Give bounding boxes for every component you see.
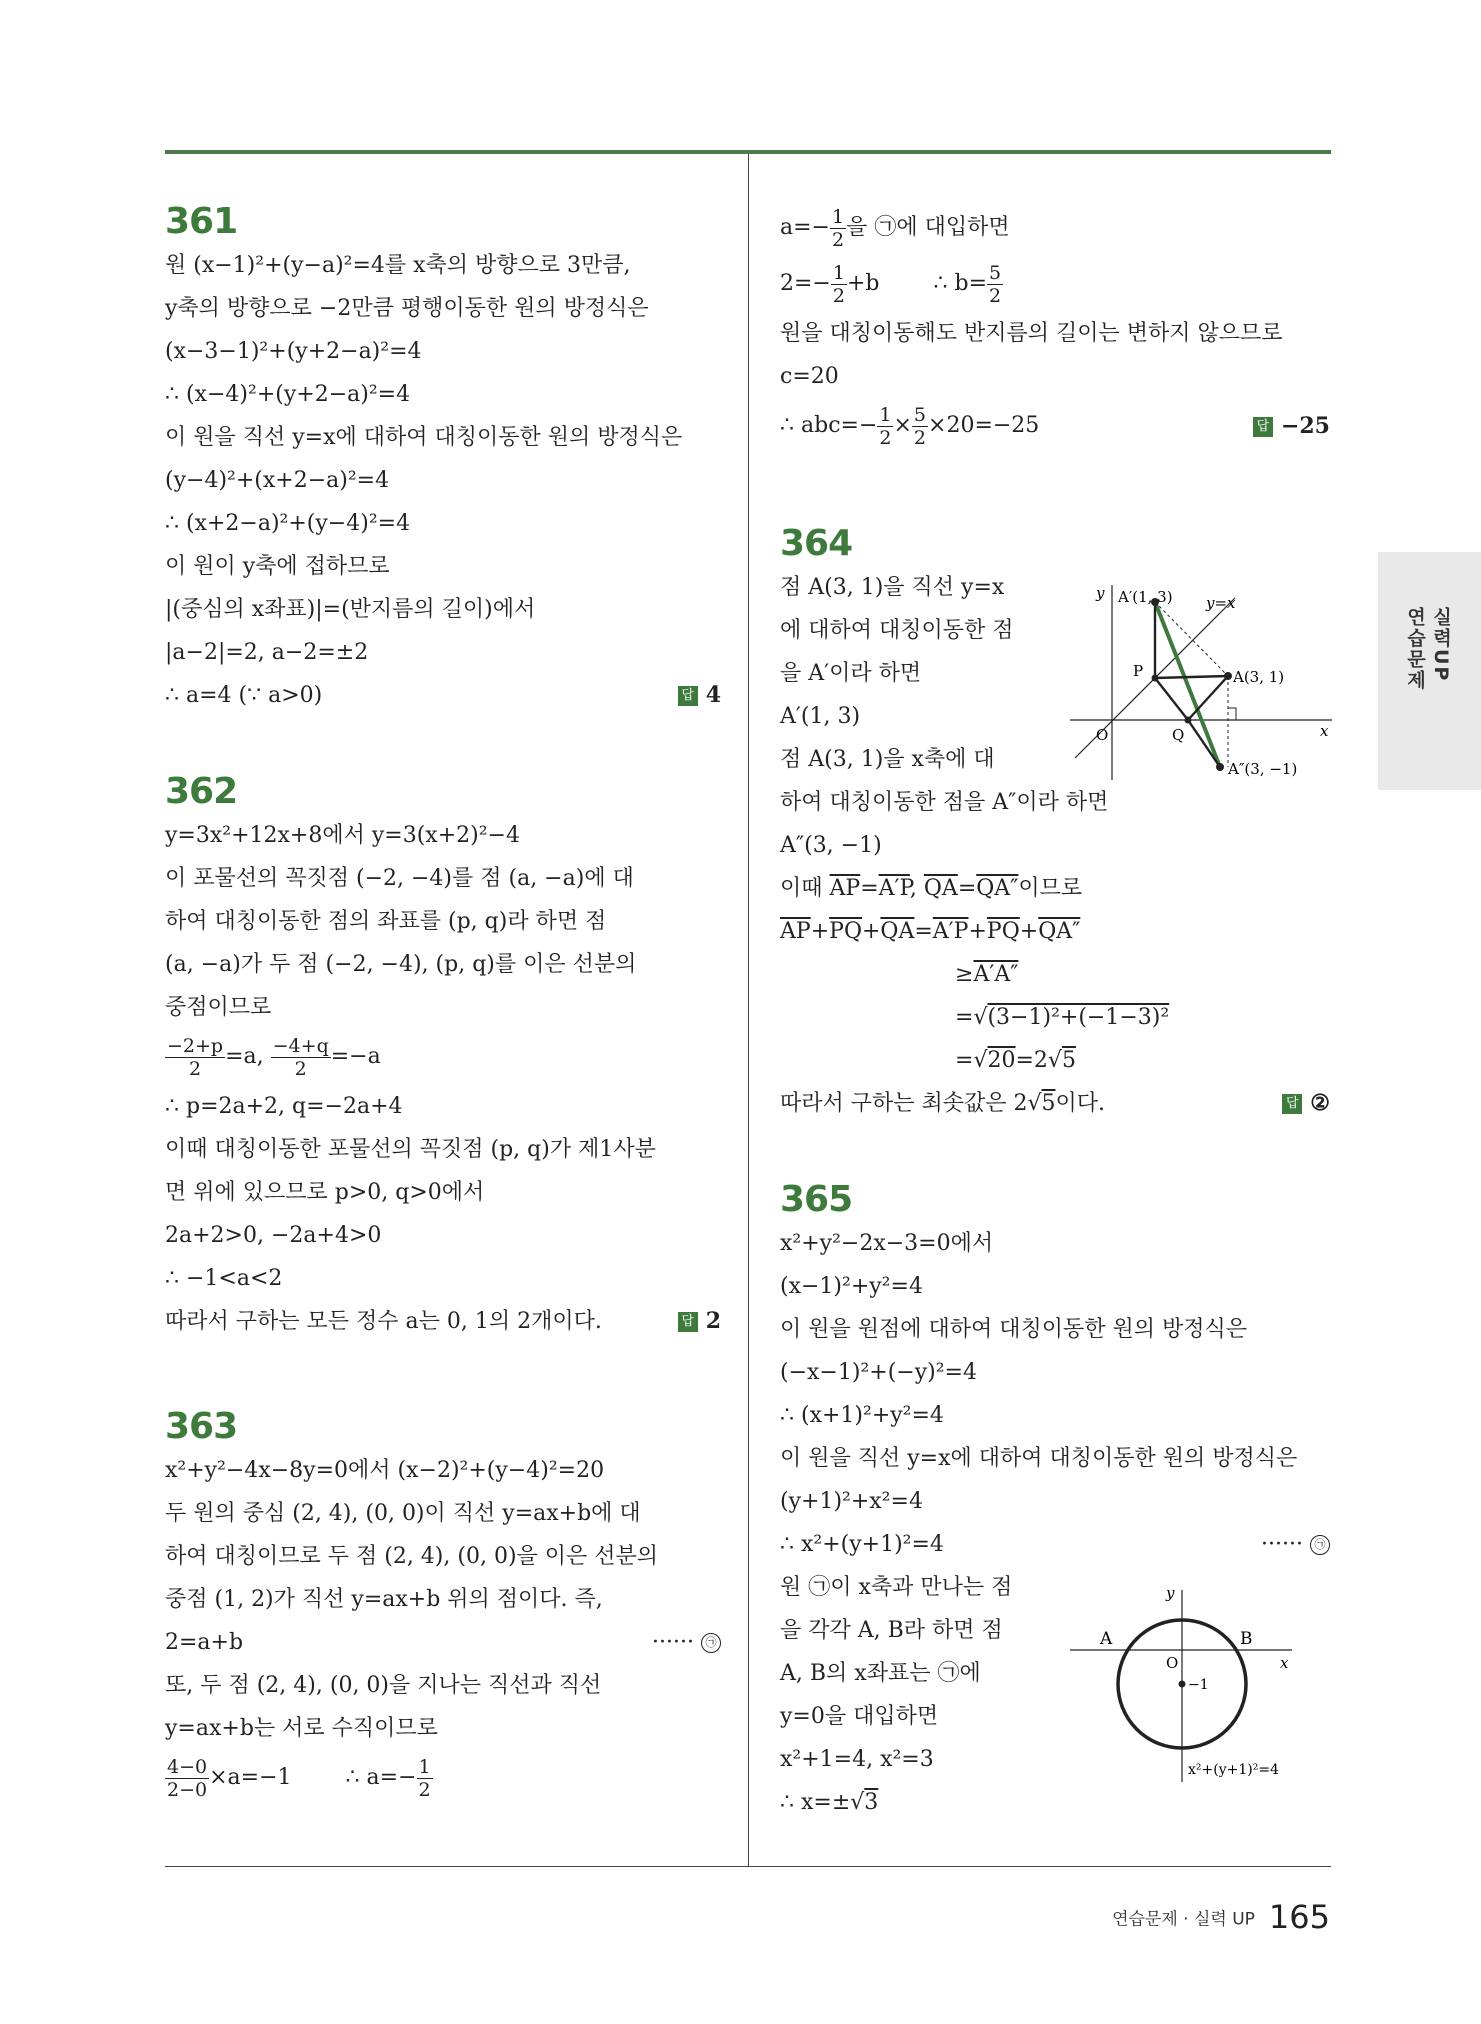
answer-mark: 답 xyxy=(1282,1094,1302,1114)
solution-line: 하여 대칭이동한 점을 A″이라 하면 xyxy=(780,790,1109,815)
operator: × xyxy=(893,413,912,438)
answer-value: ② xyxy=(1310,1090,1330,1116)
tag-mark: ㉠ xyxy=(1310,1535,1330,1555)
answer-mark: 답 xyxy=(678,1312,698,1332)
page-number: 165 xyxy=(1268,1898,1330,1936)
solution-line: 원을 대칭이동해도 반지름의 길이는 변하지 않으므로 xyxy=(780,321,1283,346)
segment: $\overline{QA}$ xyxy=(923,876,958,901)
dashed-a1-a xyxy=(1155,602,1228,676)
radicand: 5 xyxy=(1041,1091,1056,1116)
solution-text: 을 ㉠에 대입하면 xyxy=(846,215,1010,240)
answer xyxy=(678,1300,721,1343)
solution-line: |(중심의 x좌표)|=(반지름의 길이)에서 xyxy=(165,597,536,622)
solution-line: y=0을 대입하면 xyxy=(780,1704,939,1729)
operator: ≥ xyxy=(955,962,974,987)
operator: + xyxy=(861,919,881,944)
solution-line: 이 원을 직선 y=x에 대하여 대칭이동한 원의 방정식은 xyxy=(780,1446,1298,1471)
fraction-line xyxy=(165,1750,721,1806)
segment: A′A″ xyxy=(973,962,1019,987)
operator: , xyxy=(909,876,924,901)
answer-mark: 답 xyxy=(678,686,698,706)
solution-line xyxy=(780,1523,1330,1566)
point-a2 xyxy=(1216,763,1224,771)
equation-rhs: =2 xyxy=(1015,1048,1048,1073)
solution-line: 이 원을 원점에 대하여 대칭이동한 원의 방정식은 xyxy=(780,1317,1248,1342)
point-p xyxy=(1152,675,1159,682)
page-footer xyxy=(1080,1898,1330,1936)
problem-number: 361 xyxy=(165,201,238,242)
fraction-line xyxy=(165,1029,721,1085)
answer-value: −25 xyxy=(1280,413,1330,439)
solution-line: y축의 방향으로 −2만큼 평행이동한 원의 방정식은 xyxy=(165,296,649,321)
solution-line: ∴ −1<a<2 xyxy=(165,1266,283,1291)
operator: = xyxy=(860,876,879,901)
solution-text: 따라서 구하는 모든 정수 a는 0, 1의 2개이다. xyxy=(165,1309,602,1334)
solution-line: y=3x²+12x+8에서 y=3(x+2)²−4 xyxy=(165,823,520,848)
solution-line xyxy=(165,1621,721,1664)
problem-362 xyxy=(165,770,721,1343)
radicand: 5 xyxy=(1061,1048,1076,1073)
operator: + xyxy=(968,919,987,944)
solution-line xyxy=(780,867,1330,910)
segment: $\overline{AP}$ xyxy=(829,876,861,901)
solution-line xyxy=(165,674,721,717)
sqrt-sign: √ xyxy=(1027,1091,1042,1116)
solution-line xyxy=(780,996,1330,1039)
solution-line: A′(1, 3) xyxy=(780,704,861,729)
solution-line xyxy=(165,1300,721,1343)
numerator: 1 xyxy=(831,205,845,228)
figure-label-o: O xyxy=(1166,1654,1179,1672)
solution-line: 점 A(3, 1)을 x축에 대 xyxy=(780,747,995,772)
solution-line: x²+1=4, x²=3 xyxy=(780,1747,934,1772)
radicand: 20 xyxy=(987,1048,1016,1073)
text: 이때 xyxy=(780,876,830,901)
tag-mark: ㉠ xyxy=(701,1633,721,1653)
denominator: 2 xyxy=(832,284,845,307)
fraction xyxy=(830,206,846,251)
segment: A′P xyxy=(932,919,969,944)
solution-line: 을 A′이라 하면 xyxy=(780,661,922,686)
segment: QA″ xyxy=(976,876,1019,901)
sqrt-sign: √ xyxy=(850,1790,865,1815)
problem-number: 362 xyxy=(165,771,238,812)
footer-section-title: 연습문제 · 실력 UP xyxy=(1112,1909,1255,1930)
problem-number: 364 xyxy=(780,523,853,564)
sqrt-sign: √ xyxy=(973,1048,988,1073)
equation-rhs: +b xyxy=(846,271,880,296)
answer-mark: 답 xyxy=(1253,417,1273,437)
segment: $\overline{PQ}$ xyxy=(829,919,862,944)
tag-dots: ······ xyxy=(652,1630,694,1655)
solution-text: ∴ x²+(y+1)²=4 xyxy=(780,1532,944,1557)
fraction xyxy=(877,404,893,449)
solution-line: (y+1)²+x²=4 xyxy=(780,1489,923,1514)
solution-line: |a−2|=2, a−2=±2 xyxy=(165,640,369,665)
segment: $\overline{QA}$ xyxy=(880,919,915,944)
solution-line xyxy=(780,953,1330,996)
figure-label-o: O xyxy=(1096,726,1109,744)
solution-line: 중점 (1, 2)가 직선 y=ax+b 위의 점이다. 즉, xyxy=(165,1587,603,1612)
solution-line: 이 포물선의 꼭짓점 (−2, −4)를 점 (a, −a)에 대 xyxy=(165,866,634,891)
equation-rhs: ×a=−1 xyxy=(209,1765,292,1790)
solution-line: 중점이므로 xyxy=(165,995,272,1020)
solution-line: 2a+2>0, −2a+4>0 xyxy=(165,1223,382,1248)
equation-rhs: ×20=−25 xyxy=(928,413,1040,438)
fraction-line xyxy=(780,256,1330,312)
sqrt-sign: √ xyxy=(1047,1048,1062,1073)
radicand: 3 xyxy=(864,1790,879,1815)
figure-label-y: y xyxy=(1096,584,1105,602)
denominator: 2 xyxy=(189,1057,202,1080)
denominator: 2−0 xyxy=(167,1778,208,1801)
equation-tag xyxy=(1261,1523,1330,1566)
equation-rhs: =a, xyxy=(225,1044,264,1069)
numerator: −4+q xyxy=(272,1034,329,1057)
solution-line: x²+y²−2x−3=0에서 xyxy=(780,1231,994,1256)
solution-line: y=ax+b는 서로 수직이므로 xyxy=(165,1716,438,1741)
fraction xyxy=(987,262,1003,307)
fraction xyxy=(417,1756,433,1801)
solution-line: A″(3, −1) xyxy=(780,833,882,858)
solution-line: (−x−1)²+(−y)²=4 xyxy=(780,1360,977,1385)
solution-line: 하여 대칭이므로 두 점 (2, 4), (0, 0)을 이은 선분의 xyxy=(165,1544,659,1569)
solution-line: A, B의 x좌표는 ㉠에 xyxy=(780,1661,981,1686)
operator: = xyxy=(914,919,933,944)
problem-365 xyxy=(780,1178,1330,1824)
solution-line: 원 (x−1)²+(y−a)²=4를 x축의 방향으로 3만큼, xyxy=(165,253,631,278)
segment: A′P xyxy=(878,876,910,901)
segment: $\overline{PQ}$ xyxy=(986,919,1020,944)
numerator: 1 xyxy=(418,1755,431,1778)
solution-line: ∴ p=2a+2, q=−2a+4 xyxy=(165,1094,403,1119)
equation-lhs: ∴ abc=− xyxy=(780,413,878,438)
problem-361 xyxy=(165,200,721,717)
solution-line xyxy=(780,1082,1330,1125)
operator: + xyxy=(1019,919,1039,944)
figure-label-line: y=x xyxy=(1206,594,1236,612)
sqrt-sign: √ xyxy=(973,1005,988,1030)
solution-line: c=20 xyxy=(780,364,839,389)
problem-number: 365 xyxy=(780,1179,853,1220)
solution-text: 2=a+b xyxy=(165,1630,244,1655)
operator: + xyxy=(810,919,830,944)
numerator: 4−0 xyxy=(167,1755,208,1778)
denominator: 2 xyxy=(879,426,892,449)
problem-number: 363 xyxy=(165,1406,238,1447)
figure-label-a: A xyxy=(1100,1629,1113,1649)
denominator: 2 xyxy=(913,426,927,449)
numerator: 1 xyxy=(879,403,892,426)
solution-line: 이 원이 y축에 접하므로 xyxy=(165,554,390,579)
segment-p-q xyxy=(1155,678,1188,720)
answer-value: 2 xyxy=(705,1308,721,1334)
figure-label-a1: A′(1, 3) xyxy=(1118,588,1173,606)
segment-a1-a2 xyxy=(1155,602,1220,767)
equation-lhs: ∴ a=− xyxy=(345,1765,417,1790)
fraction xyxy=(831,262,847,307)
operator: = xyxy=(955,1048,974,1073)
segment-p-a xyxy=(1155,676,1228,678)
solution-line: ∴ (x+1)²+y²=4 xyxy=(780,1403,944,1428)
solution-line xyxy=(780,910,1330,953)
side-tab-line1: 연습문제 xyxy=(1404,607,1426,691)
text: 이므로 xyxy=(1018,876,1083,901)
answer xyxy=(1282,1082,1330,1125)
answer-value: 4 xyxy=(705,682,721,708)
solution-text: ∴ x=± xyxy=(780,1790,851,1815)
section-side-tab xyxy=(1378,552,1481,790)
tag-dots: ······ xyxy=(1261,1532,1303,1557)
figure-label-x: x xyxy=(1320,722,1329,740)
answer xyxy=(678,674,721,717)
side-tab-line2: 실력UP xyxy=(1430,607,1452,683)
denominator: 2 xyxy=(294,1057,307,1080)
solution-line: 원 ㉠이 x축과 만나는 점 xyxy=(780,1575,1013,1600)
solution-line: (y−4)²+(x+2−a)²=4 xyxy=(165,468,390,493)
fraction xyxy=(912,404,928,449)
numerator: 5 xyxy=(913,403,927,426)
problem-363-continued xyxy=(780,200,1330,454)
solution-line: ∴ (x−4)²+(y+2−a)²=4 xyxy=(165,382,411,407)
fraction-line xyxy=(780,200,1330,256)
figure-label-a2: A″(3, −1) xyxy=(1228,760,1298,778)
solution-line: 또, 두 점 (2, 4), (0, 0)을 지나는 직선과 직선 xyxy=(165,1673,602,1698)
circle-center xyxy=(1179,1681,1186,1688)
problem-363 xyxy=(165,1405,721,1806)
figure-label-minus1: −1 xyxy=(1188,1677,1209,1693)
reflection-figure xyxy=(1070,580,1340,790)
circle-figure xyxy=(1070,1582,1332,1792)
numerator: −2+p xyxy=(167,1034,224,1057)
fraction xyxy=(271,1035,331,1080)
solution-line: (x−1)²+y²=4 xyxy=(780,1274,923,1299)
operator: = xyxy=(957,876,977,901)
bottom-rule xyxy=(165,1866,1331,1867)
solution-line: (x−3−1)²+(y+2−a)²=4 xyxy=(165,339,422,364)
solution-text: 이다. xyxy=(1055,1091,1106,1116)
equation-lhs: ∴ b= xyxy=(933,271,988,296)
segment: $\overline{AP}$ xyxy=(780,919,811,944)
solution-line xyxy=(780,1039,1330,1082)
segment: QA″ xyxy=(1038,919,1081,944)
figure-label-equation: x²+(y+1)²=4 xyxy=(1188,1762,1279,1778)
figure-label-x: x xyxy=(1280,1654,1289,1672)
figure-label-b: B xyxy=(1240,1629,1253,1649)
figure-label-p: P xyxy=(1133,662,1144,680)
solution-line: 하여 대칭이동한 점의 좌표를 (p, q)라 하면 점 xyxy=(165,909,607,934)
equation-tag xyxy=(652,1621,721,1664)
solution-line: 이때 대칭이동한 포물선의 꼭짓점 (p, q)가 제1사분 xyxy=(165,1137,656,1162)
column-divider xyxy=(748,154,749,1867)
figure-label-y: y xyxy=(1166,1584,1175,1602)
solution-line: (a, −a)가 두 점 (−2, −4), (p, q)를 이은 선분의 xyxy=(165,952,637,977)
solution-line: x²+y²−4x−8y=0에서 (x−2)²+(y−4)²=20 xyxy=(165,1458,605,1483)
solution-line: 면 위에 있으므로 p>0, q>0에서 xyxy=(165,1180,485,1205)
solution-line: 을 각각 A, B라 하면 점 xyxy=(780,1618,1003,1643)
equation-lhs: a=− xyxy=(780,215,830,240)
answer xyxy=(1253,398,1330,454)
solution-line: ∴ (x+2−a)²+(y−4)²=4 xyxy=(165,511,411,536)
figure-label-a: A(3, 1) xyxy=(1233,668,1285,686)
radicand: (3−1)²+(−1−3)² xyxy=(987,1005,1170,1030)
figure-label-q: Q xyxy=(1172,726,1185,744)
numerator: 5 xyxy=(989,261,1002,284)
solution-line: 두 원의 중심 (2, 4), (0, 0)이 직선 y=ax+b에 대 xyxy=(165,1501,641,1526)
problem-364 xyxy=(780,522,1330,1125)
equation-rhs: =−a xyxy=(330,1044,381,1069)
operator: = xyxy=(955,1005,974,1030)
fraction-line xyxy=(780,398,1330,454)
solution-line: 에 대하여 대칭이동한 점 xyxy=(780,618,1014,643)
denominator: 2 xyxy=(831,228,845,251)
solution-line: 이 원을 직선 y=x에 대하여 대칭이동한 원의 방정식은 xyxy=(165,425,683,450)
denominator: 2 xyxy=(989,284,1002,307)
equation-lhs: 2=− xyxy=(780,271,831,296)
solution-text: 따라서 구하는 최솟값은 2 xyxy=(780,1091,1028,1116)
point-q xyxy=(1185,717,1192,724)
point-a xyxy=(1224,672,1232,680)
solution-line: 점 A(3, 1)을 직선 y=x xyxy=(780,575,1005,600)
denominator: 2 xyxy=(418,1778,431,1801)
numerator: 1 xyxy=(832,261,845,284)
fraction xyxy=(165,1035,225,1080)
solution-text: ∴ a=4 (∵ a>0) xyxy=(165,683,323,708)
fraction xyxy=(165,1756,209,1801)
right-angle-mark xyxy=(1228,708,1236,720)
